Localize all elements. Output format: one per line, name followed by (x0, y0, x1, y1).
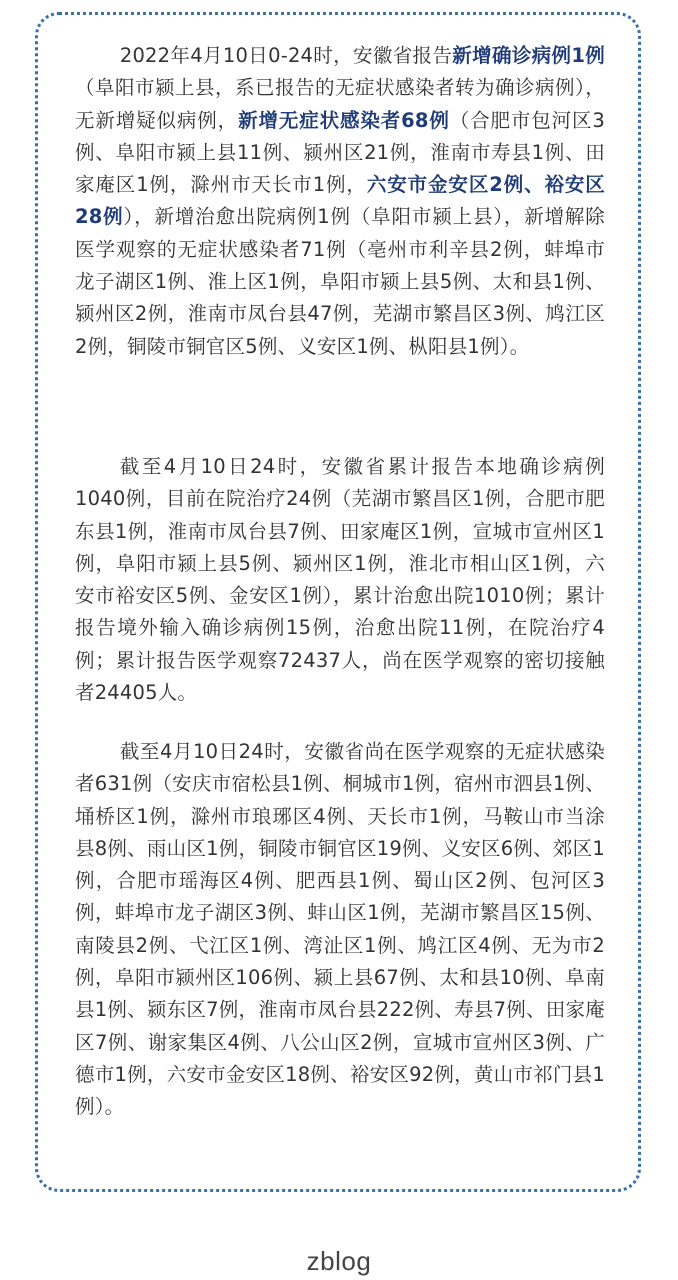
highlight-new-confirmed: 新增确诊病例1例 (452, 44, 605, 67)
text-segment: 2022年4月10日0-24时，安徽省报告 (119, 44, 453, 67)
text-segment: ），新增治愈出院病例1例（阜阳市颍上县），新增解除医学观察的无症状感染者71例（亳州市利辛县2例，蚌埠市龙子湖区1例、淮上区1例，阜阳市颍上县5例、太和县1例、颍州区2例，淮南市凤台县47例，芜湖市繁昌区3例、鸠江区2例，铜陵市铜官区5例、义安区1例、枞阳县1例）。 (75, 205, 605, 358)
text-segment: （阜阳市颍上县，系已报告的无症状感染者转为确诊病例），无新增疑似病例， (75, 76, 605, 132)
paragraph-daily-report (75, 40, 605, 363)
paragraph-text (75, 451, 605, 709)
watermark-text: zblog (306, 1246, 372, 1276)
highlight-luan-cases: 六安市金安区2例、裕安区28例 (75, 173, 605, 229)
highlight-new-asymptomatic: 新增无症状感染者68例 (238, 108, 450, 132)
paragraph-text (75, 40, 605, 363)
paragraph-cumulative (75, 451, 605, 709)
text-segment: 截至4月10日24时，安徽省尚在医学观察的无症状感染者631例（安庆市宿松县1例、桐城市1例，宿州市泗县1例、埇桥区1例，滁州市琅琊区4例、天长市1例，马鞍山市当涂县8例、雨山区1例，铜陵市铜官区19例、义安区6例、郊区1例，合肥市瑶海区4例、肥西县1例、蜀山区2例、包河区3例，蚌埠市龙子湖区3例、蚌山区1例，芜湖市繁昌区15例、南陵县2例、弋江区1例、湾沚区1例、鸠江区4例、无为市2例，阜阳市颍州区106例、颍上县67例、太和县10例、阜南县1例、颍东区7例，淮南市凤台县222例、寿县7例、田家庵区7例、谢家集区4例、八公山区2例，宣城市宣州区3例、广德市1例，六安市金安区18例、裕安区92例，黄山市祁门县1例）。 (75, 740, 605, 1119)
paragraph-text (75, 736, 605, 1124)
text-segment: （合肥市包河区3例、阜阳市颍上县11例、颍州区21例，淮南市寿县1例、田家庵区1例，滁州市天长市1例， (75, 108, 605, 197)
text-segment: 截至4月10日24时，安徽省累计报告本地确诊病例1040例，目前在院治疗24例（芜湖市繁昌区1例，合肥市肥东县1例，淮南市凤台县7例、田家庵区1例，宣城市宣州区1例，阜阳市颍上县5例、颍州区1例，淮北市相山区1例，六安市裕安区5例、金安区1例），累计治愈出院1010例；累计报告境外输入确诊病例15例，治愈出院11例，在院治疗4例；累计报告医学观察72437人，尚在医学观察的密切接触者24405人。 (75, 455, 605, 705)
paragraph-asymptomatic-observation (75, 736, 605, 1124)
